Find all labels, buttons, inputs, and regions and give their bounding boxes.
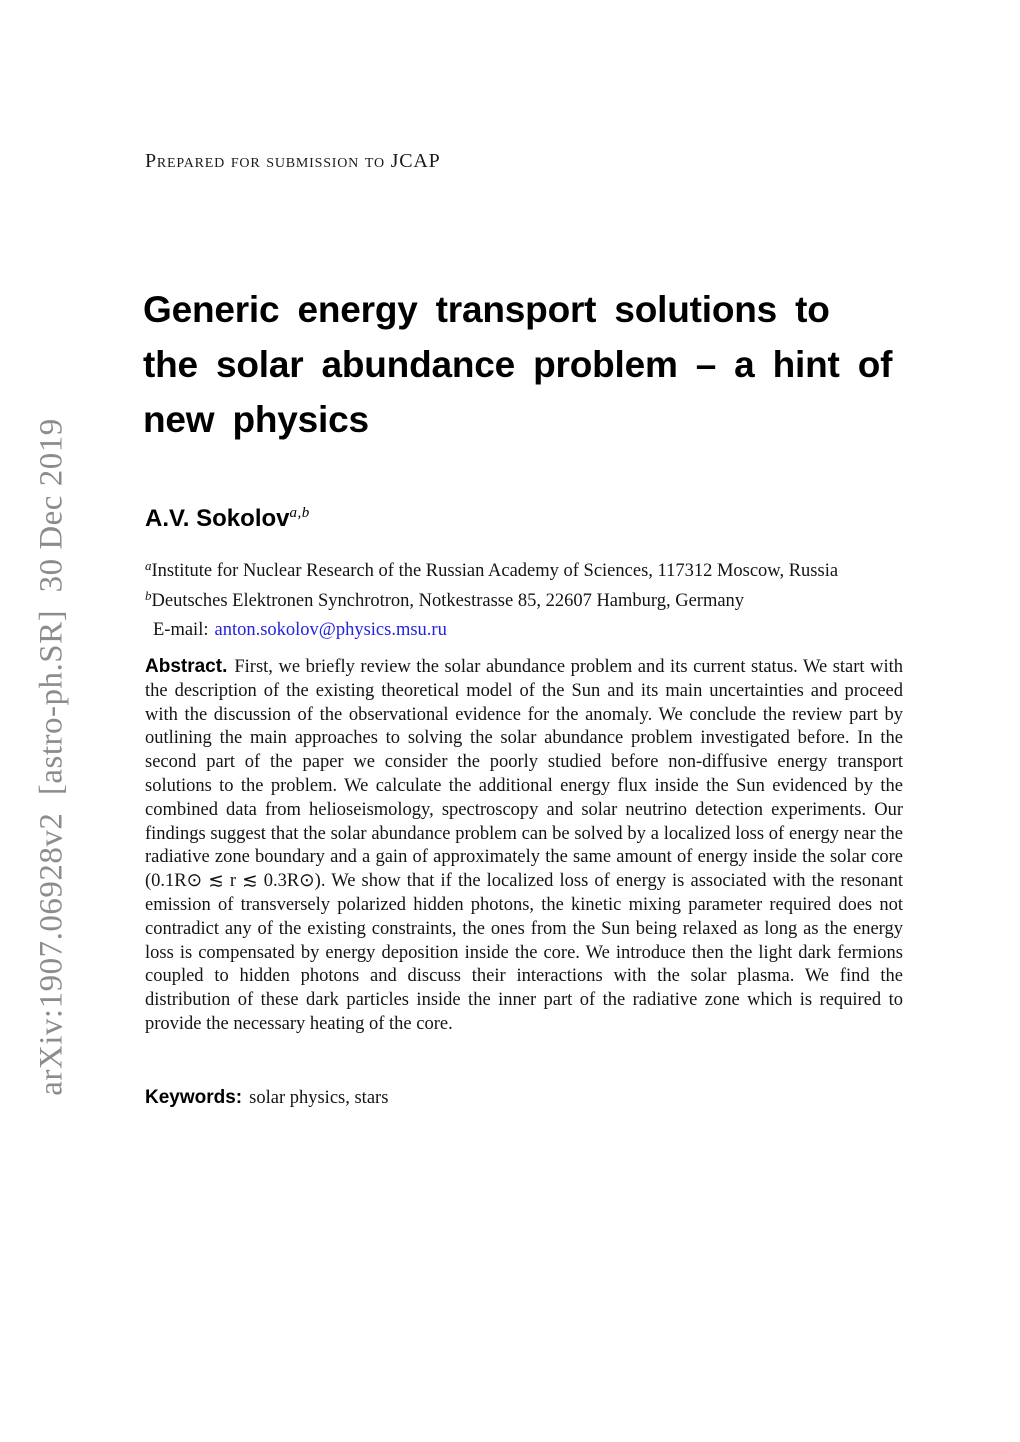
keywords-text: solar physics, stars — [249, 1088, 389, 1108]
abstract-text: First, we briefly review the solar abundance problem and its current status. We start with the description of the existing theoretical model of the Sun and its main uncertainties and proceed with the discussion of the observational evidence for the anomaly. We conclude the review part by outlining the main approaches to solving the solar abundance problem investigated before. In the second part of the paper we consider the poorly studied before non-diffusive energy transport solutions to the problem. We calculate the additional energy flux inside the Sun evidenced by the combined data from helioseismology, spectroscopy and solar neutrino detection experiments. Our findings suggest that the solar abundance problem can be solved by a localized loss of energy near the radiative zone boundary and a gain of approximately the same amount of energy inside the solar core (0.1R⊙ ≲ r ≲ 0.3R⊙). We show that if the localized loss of energy is associated with the resonant emission of transversely polarized hidden photons, the kinetic mixing parameter required does not contradict any of the existing constraints, the ones from the Sun being relaxed as long as the energy loss is compensated by energy deposition inside the core. We introduce then the light dark fermions coupled to hidden photons and discuss their interactions with the solar plasma. We find the distribution of these dark particles inside the inner part of the radiative zone which is required to provide the necessary heating of the core. — [145, 657, 903, 1034]
submission-note: Prepared for submission to JCAP — [145, 150, 441, 172]
affiliation-mark: b — [145, 588, 152, 603]
abstract-label: Abstract. — [145, 656, 228, 677]
paper-title: Generic energy transport solutions to the solar abundance problem – a hint of new physics — [143, 289, 893, 440]
author-affiliation-marks: a,b — [289, 505, 310, 521]
affiliation-mark: a — [145, 558, 152, 573]
arxiv-stamp: arXiv:1907.06928v2 [astro-ph.SR] 30 Dec 2019 — [33, 418, 70, 1096]
author-name: A.V. Sokolov — [145, 505, 290, 532]
affiliation-text: Deutsches Elektronen Synchrotron, Notkestrasse 85, 22607 Hamburg, Germany — [151, 591, 745, 611]
email-line — [153, 620, 447, 641]
affiliations — [145, 556, 915, 616]
email-link[interactable]: anton.sokolov@physics.msu.ru — [214, 620, 447, 640]
affiliation-item — [145, 556, 915, 586]
affiliation-text: Institute for Nuclear Research of the Russian Academy of Sciences, 117312 Moscow, Russia — [151, 561, 839, 581]
affiliation-item — [145, 586, 915, 616]
email-label: E-mail: — [153, 620, 209, 640]
author-line — [145, 505, 310, 533]
abstract — [145, 655, 903, 1037]
keywords-label: Keywords: — [145, 1087, 243, 1108]
keywords-line — [145, 1087, 903, 1109]
